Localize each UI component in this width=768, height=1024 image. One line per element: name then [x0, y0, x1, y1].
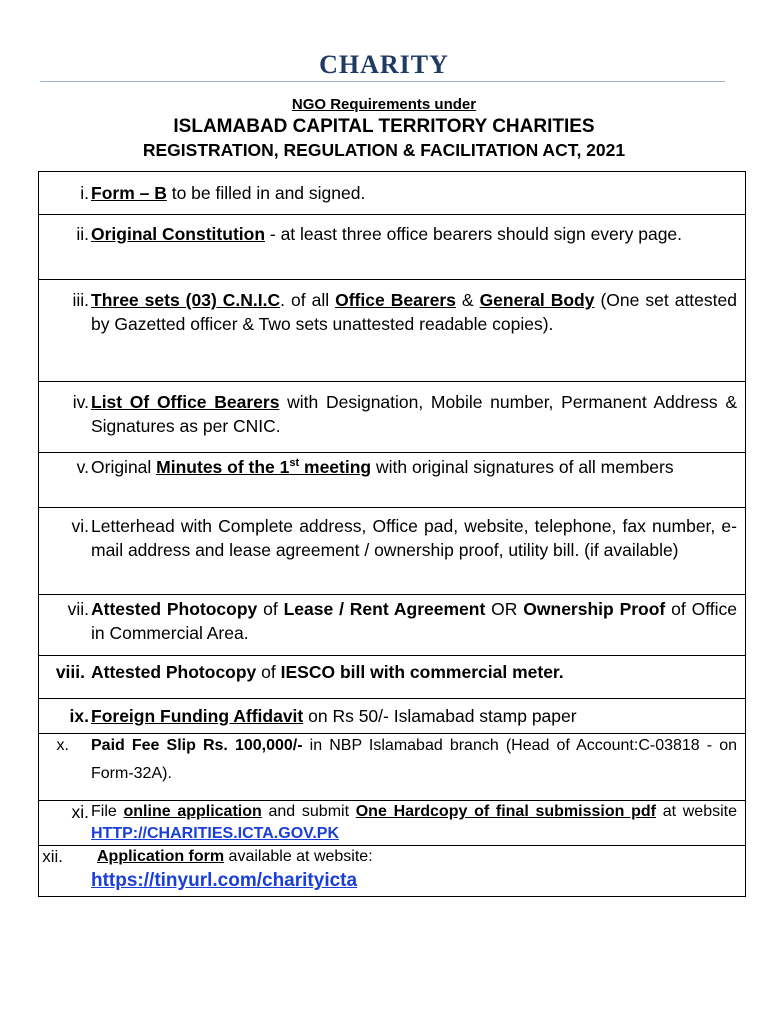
table-row: [39, 382, 746, 453]
list-item: Original Constitution - at least three office bearers should sign every page.: [91, 224, 683, 244]
item-number: ii.: [76, 224, 89, 244]
subtitle-act-name: ISLAMABAD CAPITAL TERRITORY CHARITIES: [173, 116, 595, 137]
item-number: i.: [80, 183, 89, 203]
item-number: xii.: [42, 847, 63, 866]
charities-website-link[interactable]: HTTP://CHARITIES.ICTA.GOV.PK: [91, 825, 340, 842]
list-item: Foreign Funding Affidavit on Rs 50/- Islamabad stamp paper: [91, 706, 577, 726]
item-number: vii.: [67, 599, 89, 619]
item-number: v.: [76, 457, 89, 477]
table-row: [39, 734, 746, 801]
list-item: Three sets (03) C.N.I.C. of all Office Bearers & General Body (One set attested by Gazetted officer & Two sets unattested readable copies).: [91, 290, 737, 334]
item-number: xi.: [71, 802, 89, 822]
table-row: [39, 656, 746, 699]
table-row: [39, 172, 746, 215]
list-item: Original Minutes of the 1st meeting with original signatures of all members: [91, 457, 674, 477]
item-number: x.: [56, 737, 69, 754]
table-row: [39, 846, 746, 897]
table-row: [39, 801, 746, 846]
list-item: Letterhead with Complete address, Office pad, website, telephone, fax number, e-mail address and lease agreement / ownership proof, utility bill. (if available): [91, 516, 737, 560]
requirements-table: [38, 171, 746, 897]
table-row: [39, 453, 746, 508]
subtitle-act-title: REGISTRATION, REGULATION & FACILITATION ACT, 2021: [142, 140, 626, 160]
item-number: iii.: [72, 290, 89, 310]
table-row: [39, 595, 746, 656]
title-divider: [40, 81, 725, 82]
table-row: [39, 508, 746, 595]
application-form-link-row: [91, 868, 357, 894]
list-item: Attested Photocopy of Lease / Rent Agreement OR Ownership Proof of Office in Commercial Area.: [91, 599, 737, 643]
table-row: [39, 280, 746, 382]
table-row: [39, 699, 746, 734]
page-title: CHARITY: [319, 50, 449, 79]
list-item: Application form available at website:: [97, 848, 373, 865]
list-item: Paid Fee Slip Rs. 100,000/- in NBP Islamabad branch (Head of Account:C-03818 - on Form-32A).: [91, 737, 738, 782]
item-number: ix.: [69, 706, 89, 726]
item-number: iv.: [72, 392, 89, 412]
list-item: Form – B to be filled in and signed.: [91, 183, 366, 203]
list-item: List Of Office Bearers with Designation, Mobile number, Permanent Address & Signatures as per CNIC.: [91, 392, 738, 436]
subtitle-ngo-requirements: NGO Requirements under: [291, 96, 477, 113]
table-row: [39, 215, 746, 280]
item-number: viii.: [55, 662, 85, 682]
tinyurl-link-prefix[interactable]: https://: [91, 870, 155, 891]
list-item: File online application and submit One Hardcopy of final submission pdf at website HTTP://CHARITIES.ICTA.GOV.PK: [91, 803, 737, 842]
list-item: Attested Photocopy of IESCO bill with commercial meter.: [91, 662, 564, 682]
item-number: vi.: [71, 516, 89, 536]
tinyurl-link[interactable]: tinyurl.com/charityicta: [154, 870, 358, 891]
